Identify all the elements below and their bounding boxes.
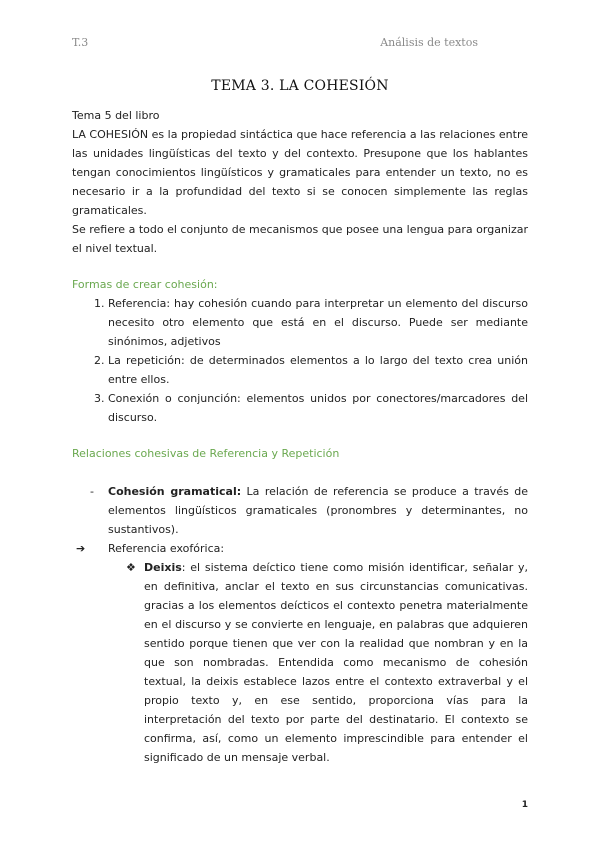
- intro-line: Tema 5 del libro: [72, 109, 160, 122]
- header-right: Análisis de textos: [380, 36, 478, 49]
- deixis-label: Deixis: [144, 561, 182, 574]
- cohesion-gramatical-text: La relación de referencia se produce a través de elementos lingüísticos gramaticales (pronombres y determinantes, no sustantivos).: [108, 485, 528, 536]
- intro-paragraph-1: LA COHESIÓN es la propiedad sintáctica que hace referencia a las relaciones entre las unidades lingüísticas del texto y del contexto. Presupone que los hablantes tengan conocimientos lingüísticos y gramaticales para entender un texto, no es necesario ir a la profundidad del texto si se conocen simplemente las reglas gramaticales.: [72, 128, 528, 217]
- formas-item-conexion: 3. Conexión o conjunción: elementos unidos por conectores/marcadores del discurso.: [108, 389, 528, 427]
- cohesion-gramatical-item: [72, 482, 528, 539]
- arrow-bullet-icon: ➔: [76, 542, 86, 555]
- header-left: T.3: [72, 36, 89, 49]
- document-body: [72, 106, 528, 767]
- dash-bullet: -: [90, 485, 94, 498]
- formas-item-referencia: 1. Referencia: hay cohesión cuando para interpretar un elemento del discurso necesito otro elemento que está en el discurso. Puede ser mediante sinónimos, adjetivos: [108, 294, 528, 351]
- page-title: TEMA 3. LA COHESIÓN: [211, 78, 389, 94]
- diamond-bullet-icon: ❖: [126, 561, 136, 574]
- deixis-text: : el sistema deíctico tiene como misión identificar, señalar y, en definitiva, anclar el texto en sus circunstancias comunicativas. gracias a los elementos deícticos el contexto penetra materialmente en el discurso y se convierte en lenguaje, en palabras que adquieren sentido porque tienen que ver con la realidad que nombran y en la que son nombradas. Entendida como mecanismo de cohesión textual, la deixis establece lazos entre el contexto extraverbal y el propio texto y, en ese sentido, proporciona vías para la interpretación del texto por parte del destinatario. El contexto se confirma, así, como un elemento imprescindible para entender el significado de un mensaje verbal.: [144, 561, 528, 764]
- page-number: 1: [521, 800, 528, 810]
- section-heading-relaciones: Relaciones cohesivas de Referencia y Repetición: [72, 447, 340, 460]
- intro-paragraph-2: Se refiere a todo el conjunto de mecanismos que posee una lengua para organizar el nivel textual.: [72, 223, 528, 255]
- referencia-exoforica-label: Referencia exofórica:: [108, 542, 225, 555]
- deixis-item: [72, 558, 528, 767]
- formas-list: [72, 294, 528, 427]
- section-heading-formas: Formas de crear cohesión:: [72, 278, 218, 291]
- formas-item-repeticion: 2. La repetición: de determinados elementos a lo largo del texto crea unión entre ellos.: [108, 351, 528, 389]
- cohesion-gramatical-label: Cohesión gramatical:: [108, 485, 242, 498]
- referencia-exoforica-item: [72, 539, 528, 558]
